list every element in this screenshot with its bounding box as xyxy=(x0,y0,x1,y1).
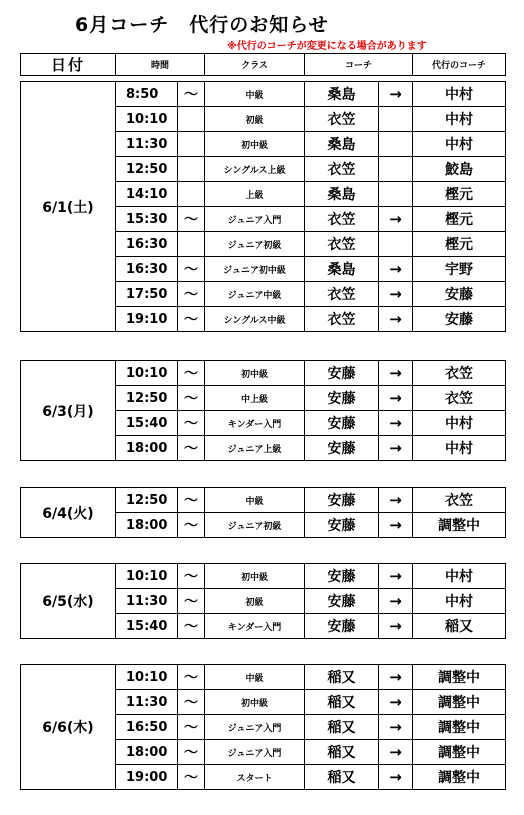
substitute-cell: 調整中 xyxy=(413,665,506,690)
coach-cell: 稲又 xyxy=(305,715,379,740)
substitute-cell: 中村 xyxy=(413,436,506,461)
arrow-cell: → xyxy=(379,715,413,740)
substitute-cell: 衣笠 xyxy=(413,488,506,513)
header-class: クラス xyxy=(205,54,305,76)
header-table xyxy=(20,53,506,76)
arrow-cell: → xyxy=(379,665,413,690)
substitute-cell: 稲又 xyxy=(413,614,506,639)
arrow-cell: → xyxy=(379,488,413,513)
time-cell: 10:10 xyxy=(116,564,178,589)
time-cell: 11:30 xyxy=(116,690,178,715)
coach-cell: 衣笠 xyxy=(305,157,379,182)
date-cell: 6/3(月) xyxy=(21,361,116,461)
table-row xyxy=(21,564,506,589)
time-cell: 18:00 xyxy=(116,513,178,538)
arrow-cell: → xyxy=(379,614,413,639)
substitute-cell: 調整中 xyxy=(413,513,506,538)
tilde-cell xyxy=(178,132,205,157)
substitute-cell: 安藤 xyxy=(413,282,506,307)
time-cell: 8:50 xyxy=(116,82,178,107)
time-cell: 12:50 xyxy=(116,488,178,513)
substitute-cell: 中村 xyxy=(413,564,506,589)
time-cell: 18:00 xyxy=(116,436,178,461)
arrow-cell: → xyxy=(379,411,413,436)
time-cell: 16:50 xyxy=(116,715,178,740)
header-date: 日付 xyxy=(21,54,116,76)
page-title: 6月コーチ 代行のお知らせ xyxy=(75,14,329,36)
tilde-cell: 〜 xyxy=(178,564,205,589)
coach-cell: 安藤 xyxy=(305,564,379,589)
arrow-cell: → xyxy=(379,690,413,715)
tilde-cell: 〜 xyxy=(178,207,205,232)
substitute-cell: 調整中 xyxy=(413,740,506,765)
tilde-cell: 〜 xyxy=(178,411,205,436)
tilde-cell: 〜 xyxy=(178,488,205,513)
tilde-cell: 〜 xyxy=(178,257,205,282)
tilde-cell: 〜 xyxy=(178,386,205,411)
arrow-cell: → xyxy=(379,82,413,107)
date-cell: 6/1(土) xyxy=(21,82,116,332)
substitute-cell: 中村 xyxy=(413,107,506,132)
tilde-cell: 〜 xyxy=(178,740,205,765)
header-coach: コーチ xyxy=(305,54,413,76)
substitute-cell: 調整中 xyxy=(413,765,506,790)
substitute-cell: 安藤 xyxy=(413,307,506,332)
coach-cell: 衣笠 xyxy=(305,107,379,132)
class-cell: 初中級 xyxy=(205,361,305,386)
tilde-cell: 〜 xyxy=(178,715,205,740)
coach-cell: 安藤 xyxy=(305,386,379,411)
class-cell: 初級 xyxy=(205,589,305,614)
arrow-cell: → xyxy=(379,307,413,332)
tilde-cell: 〜 xyxy=(178,361,205,386)
arrow-cell xyxy=(379,157,413,182)
substitute-cell: 宇野 xyxy=(413,257,506,282)
arrow-cell: → xyxy=(379,765,413,790)
time-cell: 10:10 xyxy=(116,107,178,132)
class-cell: ジュニア入門 xyxy=(205,715,305,740)
arrow-cell: → xyxy=(379,207,413,232)
date-cell: 6/5(水) xyxy=(21,564,116,639)
arrow-cell: → xyxy=(379,589,413,614)
class-cell: シングルス中級 xyxy=(205,307,305,332)
coach-cell: 稲又 xyxy=(305,740,379,765)
tilde-cell: 〜 xyxy=(178,614,205,639)
arrow-cell: → xyxy=(379,257,413,282)
class-cell: キンダー入門 xyxy=(205,614,305,639)
substitute-cell: 樫元 xyxy=(413,207,506,232)
coach-cell: 安藤 xyxy=(305,488,379,513)
substitute-cell: 中村 xyxy=(413,82,506,107)
time-cell: 12:50 xyxy=(116,157,178,182)
substitute-cell: 中村 xyxy=(413,589,506,614)
tilde-cell: 〜 xyxy=(178,282,205,307)
coach-cell: 安藤 xyxy=(305,513,379,538)
header-row xyxy=(21,54,506,76)
table-row xyxy=(21,665,506,690)
coach-cell: 安藤 xyxy=(305,361,379,386)
time-cell: 17:50 xyxy=(116,282,178,307)
arrow-cell xyxy=(379,182,413,207)
tilde-cell xyxy=(178,107,205,132)
class-cell: 中級 xyxy=(205,488,305,513)
coach-cell: 桑島 xyxy=(305,257,379,282)
time-cell: 15:40 xyxy=(116,411,178,436)
substitute-cell: 樫元 xyxy=(413,232,506,257)
coach-cell: 衣笠 xyxy=(305,207,379,232)
substitute-cell: 鮫島 xyxy=(413,157,506,182)
substitute-cell: 中村 xyxy=(413,132,506,157)
substitute-cell: 樫元 xyxy=(413,182,506,207)
time-cell: 10:10 xyxy=(116,665,178,690)
date-cell: 6/6(木) xyxy=(21,665,116,790)
time-cell: 19:00 xyxy=(116,765,178,790)
class-cell: 中級 xyxy=(205,665,305,690)
tilde-cell xyxy=(178,182,205,207)
coach-cell: 稲又 xyxy=(305,690,379,715)
coach-cell: 桑島 xyxy=(305,132,379,157)
tilde-cell: 〜 xyxy=(178,436,205,461)
class-cell: キンダー入門 xyxy=(205,411,305,436)
schedule-block xyxy=(20,563,506,639)
class-cell: 初中級 xyxy=(205,132,305,157)
coach-cell: 稲又 xyxy=(305,665,379,690)
substitute-cell: 中村 xyxy=(413,411,506,436)
coach-cell: 安藤 xyxy=(305,614,379,639)
arrow-cell xyxy=(379,232,413,257)
tilde-cell: 〜 xyxy=(178,765,205,790)
arrow-cell: → xyxy=(379,513,413,538)
schedule-block xyxy=(20,81,506,332)
class-cell: スタート xyxy=(205,765,305,790)
tilde-cell: 〜 xyxy=(178,82,205,107)
time-cell: 19:10 xyxy=(116,307,178,332)
schedule-block xyxy=(20,664,506,790)
tilde-cell: 〜 xyxy=(178,307,205,332)
table-row xyxy=(21,361,506,386)
class-cell: 中上級 xyxy=(205,386,305,411)
class-cell: ジュニア初中級 xyxy=(205,257,305,282)
header-substitute: 代行のコーチ xyxy=(413,54,506,76)
table-row xyxy=(21,82,506,107)
tilde-cell: 〜 xyxy=(178,690,205,715)
class-cell: 中級 xyxy=(205,82,305,107)
arrow-cell: → xyxy=(379,361,413,386)
coach-cell: 桑島 xyxy=(305,182,379,207)
arrow-cell: → xyxy=(379,386,413,411)
coach-cell: 稲又 xyxy=(305,765,379,790)
class-cell: ジュニア入門 xyxy=(205,207,305,232)
tilde-cell xyxy=(178,232,205,257)
arrow-cell: → xyxy=(379,564,413,589)
date-cell: 6/4(火) xyxy=(21,488,116,538)
substitute-cell: 衣笠 xyxy=(413,361,506,386)
coach-cell: 桑島 xyxy=(305,82,379,107)
class-cell: ジュニア入門 xyxy=(205,740,305,765)
schedule-block xyxy=(20,360,506,461)
class-cell: ジュニア上級 xyxy=(205,436,305,461)
header-time: 時間 xyxy=(116,54,205,76)
tilde-cell: 〜 xyxy=(178,665,205,690)
time-cell: 16:30 xyxy=(116,232,178,257)
schedule-block xyxy=(20,487,506,538)
class-cell: ジュニア中級 xyxy=(205,282,305,307)
coach-cell: 衣笠 xyxy=(305,282,379,307)
coach-cell: 安藤 xyxy=(305,411,379,436)
time-cell: 16:30 xyxy=(116,257,178,282)
class-cell: 初中級 xyxy=(205,564,305,589)
tilde-cell xyxy=(178,157,205,182)
arrow-cell xyxy=(379,107,413,132)
class-cell: ジュニア初級 xyxy=(205,513,305,538)
substitute-cell: 調整中 xyxy=(413,715,506,740)
arrow-cell: → xyxy=(379,436,413,461)
tilde-cell: 〜 xyxy=(178,589,205,614)
time-cell: 10:10 xyxy=(116,361,178,386)
class-cell: シングルス上級 xyxy=(205,157,305,182)
coach-cell: 安藤 xyxy=(305,589,379,614)
class-cell: 初中級 xyxy=(205,690,305,715)
time-cell: 11:30 xyxy=(116,132,178,157)
class-cell: 初級 xyxy=(205,107,305,132)
time-cell: 15:40 xyxy=(116,614,178,639)
arrow-cell: → xyxy=(379,282,413,307)
substitute-cell: 衣笠 xyxy=(413,386,506,411)
table-row xyxy=(21,488,506,513)
class-cell: 上級 xyxy=(205,182,305,207)
time-cell: 18:00 xyxy=(116,740,178,765)
class-cell: ジュニア初級 xyxy=(205,232,305,257)
tilde-cell: 〜 xyxy=(178,513,205,538)
time-cell: 11:30 xyxy=(116,589,178,614)
coach-cell: 衣笠 xyxy=(305,307,379,332)
arrow-cell: → xyxy=(379,740,413,765)
substitute-cell: 調整中 xyxy=(413,690,506,715)
coach-cell: 安藤 xyxy=(305,436,379,461)
arrow-cell xyxy=(379,132,413,157)
time-cell: 14:10 xyxy=(116,182,178,207)
coach-cell: 衣笠 xyxy=(305,232,379,257)
time-cell: 15:30 xyxy=(116,207,178,232)
time-cell: 12:50 xyxy=(116,386,178,411)
change-notice: ※代行のコーチが変更になる場合があります xyxy=(227,41,427,52)
